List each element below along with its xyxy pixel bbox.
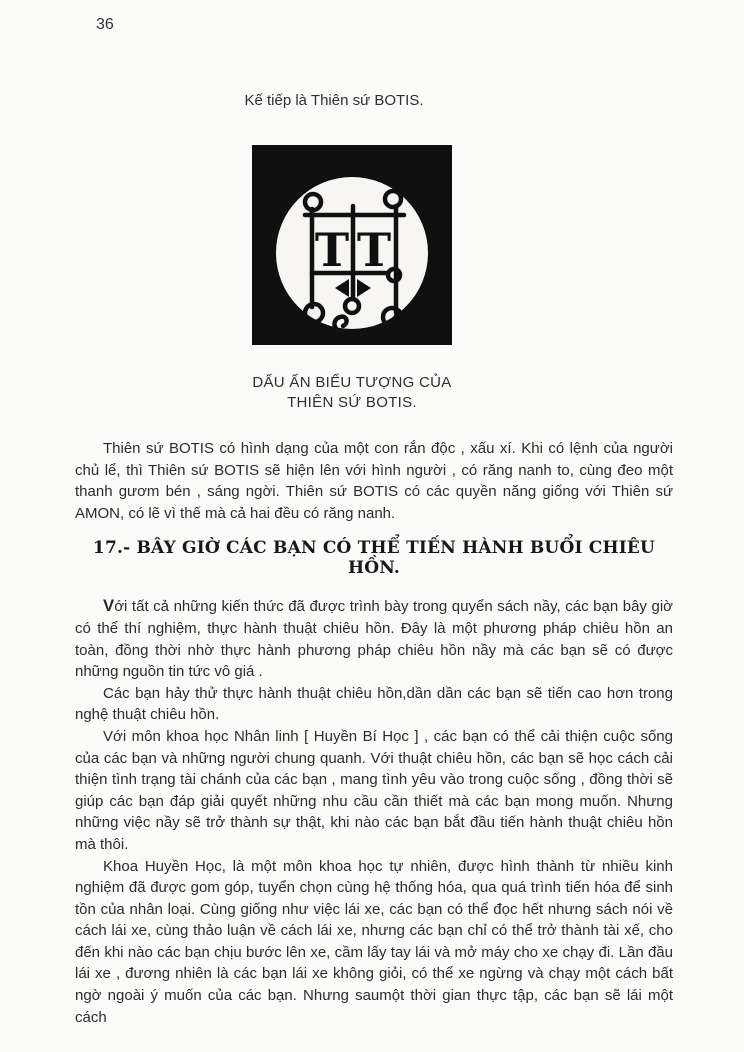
svg-text:T: T [314,223,350,277]
section-heading-17: 17.- BÂY GIỜ CÁC BẠN CÓ THỂ TIẾN HÀNH BUỔI CHIÊU HỒN. [92,538,656,579]
botis-seal-figure [75,145,673,413]
seal-caption-line2: THIÊN SỨ BOTIS. [287,394,417,411]
page-content [75,0,673,1028]
page-number: 36 [96,16,114,33]
paragraph-human-spirit-science: Với môn khoa học Nhân linh [ Huyền Bí Học ] , các bạn có thể cải thiện cuộc sống của các bạn và những người chung quanh. Với thuật chiêu hồn, các bạn sẽ học cách cải thiện tình trạng tài chánh của các bạn , mang tình yêu vào trong cuộc sống , đồng thời sẽ giúp các bạn đáp giải quyết những nhu cầu cần thiết mà các bạn mong muốn. Nhưng những việc nầy sẽ trở thành sự thật, khi nào các bạn bắt đầu tiến hành thuật chiêu hồn mà thôi. [75,727,673,853]
paragraph-seance-intro: Với tất cả những kiến thức đã được trình bày trong quyển sách nầy, các bạn bây giờ có thể thí nghiệm, thực hành thuật chiêu hồn. Đây là một phương pháp chiêu hồn an toàn, đồng thời nhờ thực hành phương pháp chiêu hồn nầy mà các bạn sẽ có được những nguồn tin tức vô giá . [75,596,673,681]
botis-seal-image [252,145,452,345]
intro-line: Kế tiếp là Thiên sứ BOTIS. [244,92,424,109]
seal-caption-line1: DẤU ẤN BIỂU TƯỢNG CỦA [252,374,452,391]
svg-text:T: T [356,223,392,277]
seal-caption [75,373,629,413]
botis-seal-sigil-icon [252,145,452,345]
paragraph-botis-description: Thiên sứ BOTIS có hình dạng của một con rắn độc , xấu xí. Khi có lệnh của người chủ lể, thì Thiên sứ BOTIS sẽ hiện lên với hình người , có răng nanh to, cùng đeo một thanh gươm bén , sáng ngời. Thiên sứ BOTIS có các quyền năng giống với Thiên sứ AMON, có lẽ vì thế mà cả hai đều có răng nanh. [75,440,673,522]
paragraph-occult-science: Khoa Huyền Học, là một môn khoa học tự nhiên, được hình thành từ nhiều kinh nghiệm đã được gom góp, tuyển chọn cùng hệ thống hóa, qua quá trình tiến hóa để sinh tồn của nhân loại. Cùng giống như việc lái xe, các bạn có thể đọc hết nhưng sách nói về cách lái xe, cùng thảo luận về cách lái xe, nhưng các bạn chỉ có thể trở thành tài xế, cho đến khi nào các bạn chịu bước lên xe, cầm lấy tay lái và mở máy cho xe chạy đi. Lần đầu lái xe , đương nhiên là các bạn lái xe không giỏi, có thể xe ngừng và chạy một cách bất ngờ ngoài ý muốn của các bạn. Nhưng saumột thời gian thực tập, các bạn sẽ lái một cách [75,857,673,1026]
paragraph-practice-note: Các bạn hảy thử thực hành thuật chiêu hồn,dần dần các bạn sẽ tiến cao hơn trong nghệ thuật chiêu hồn. [75,684,673,724]
